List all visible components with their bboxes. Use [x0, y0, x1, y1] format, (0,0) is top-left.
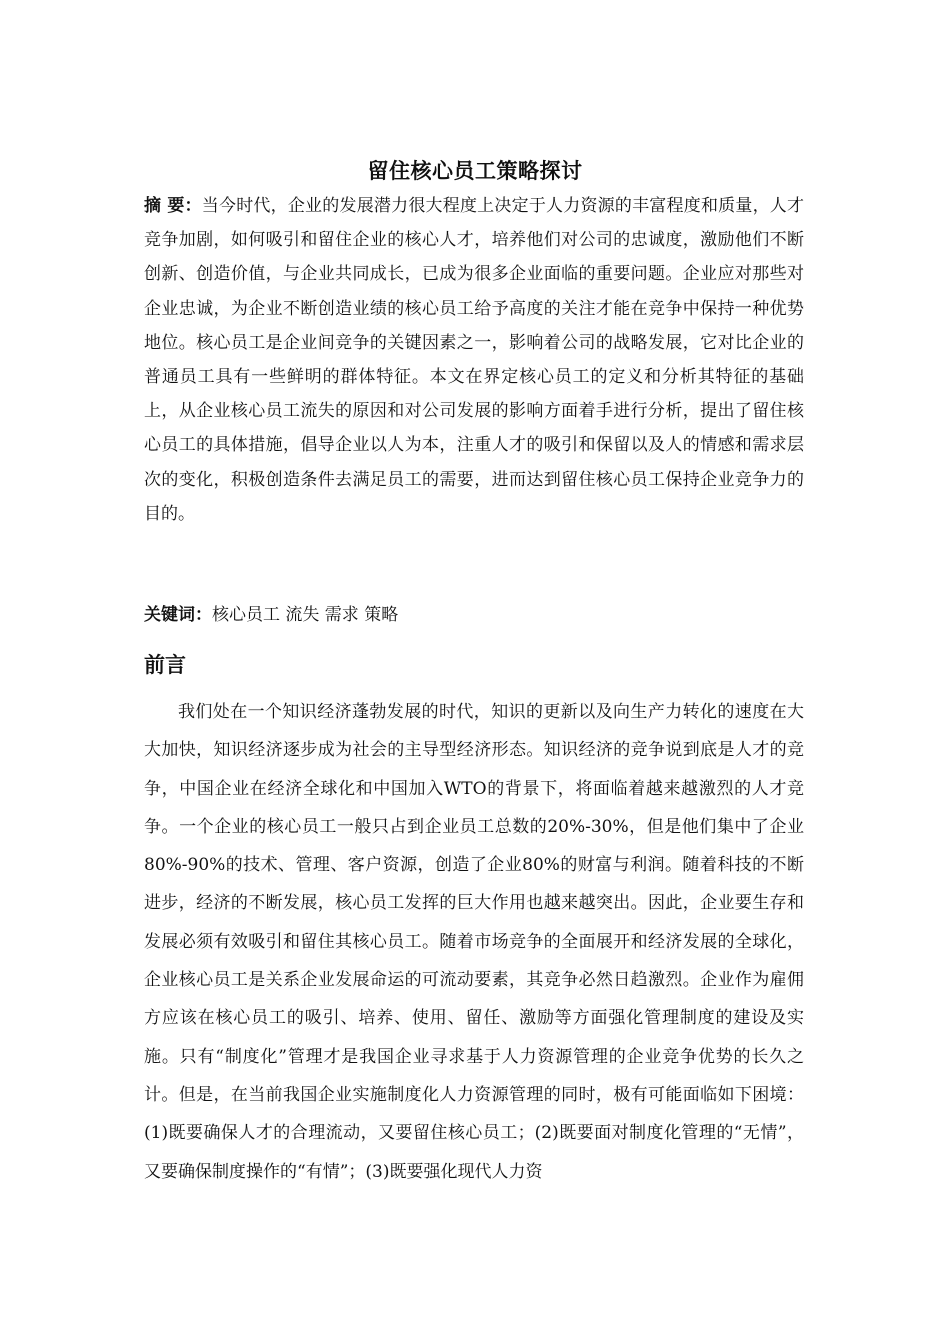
body-paragraph: 我们处在一个知识经济蓬勃发展的时代，知识的更新以及向生产力转化的速度在大大加快，知识经济逐步成为社会的主导型经济形态。知识经济的竞争说到底是人才的竞争，中国企业在经济全球化和中国加入WTO的背景下，将面临着越来越激烈的人才竞争。一个企业的核心员工一般只占到企业员工总数的20%-30%，但是他们集中了企业80%-90%的技术、管理、客户资源，创造了企业80%的财富与利润。随着科技的不断进步，经济的不断发展，核心员工发挥的巨大作用也越来越突出。因此，企业要生存和发展必须有效吸引和留住其核心员工。随着市场竞争的全面展开和经济发展的全球化，企业核心员工是关系企业发展命运的可流动要素，其竞争必然日趋激烈。企业作为雇佣方应该在核心员工的吸引、培养、使用、留任、激励等方面强化管理制度的建设及实施。只有“制度化”管理才是我国企业寻求基于人力资源管理的企业竞争优势的长久之计。但是，在当前我国企业实施制度化人力资源管理的同时，极有可能面临如下困境：(1)既要确保人才的合理流动，又要留住核心员工；(2)既要面对制度化管理的“无情”，又要确保制度操作的“有情”；(3)既要强化现代人力资 — [144, 702, 804, 1182]
keywords-text: 核心员工 流失 需求 策略 — [212, 605, 399, 625]
section-heading-preface: 前言 — [144, 652, 186, 677]
abstract-text: 当今时代，企业的发展潜力很大程度上决定于人力资源的丰富程度和质量，人才竞争加剧，如何吸引和留住企业的核心人才，培养他们对公司的忠诚度，激励他们不断创新、创造价值，与企业共同成长，已成为很多企业面临的重要问题。企业应对那些对企业忠诚，为企业不断创造业绩的核心员工给予高度的关注才能在竞争中保持一种优势地位。核心员工是企业间竞争的关键因素之一，影响着公司的战略发展，它对比企业的普通员工具有一些鲜明的群体特征。本文在界定核心员工的定义和分析其特征的基础上，从企业核心员工流失的原因和对公司发展的影响方面着手进行分析，提出了留住核心员工的具体措施，倡导企业以人为本，注重人才的吸引和保留以及人的情感和需求层次的变化，积极创造条件去满足员工的需要，进而达到留住核心员工保持企业竞争力的目的。 — [144, 196, 805, 524]
keywords-line — [144, 598, 804, 632]
document-title: 留住核心员工策略探讨 — [367, 158, 583, 183]
abstract-paragraph — [144, 189, 804, 531]
abstract-label: 摘 要： — [144, 196, 202, 216]
keywords-label: 关键词： — [144, 605, 212, 625]
